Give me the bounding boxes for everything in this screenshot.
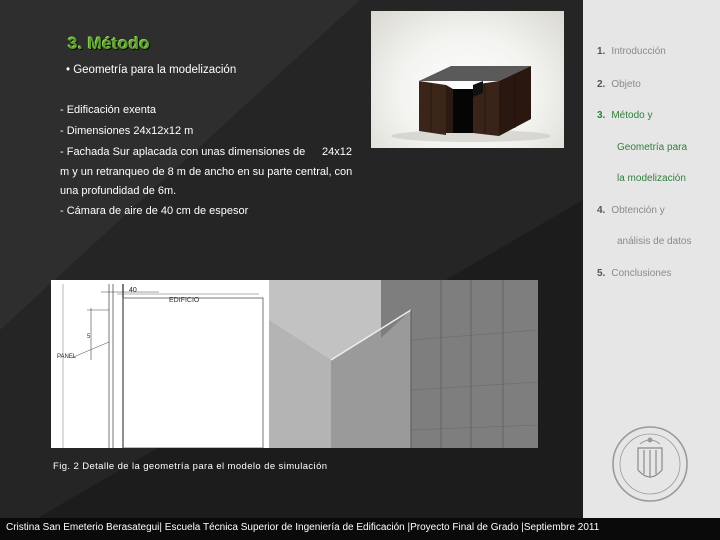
section-subtitle: • Geometría para la modelización xyxy=(66,64,237,76)
body-line-5: una profundidad de 6m. xyxy=(60,185,177,197)
toc-item-1[interactable] xyxy=(597,46,666,57)
detail-figure xyxy=(51,280,538,448)
toc-label-4: Obtención y xyxy=(611,205,665,216)
toc-item-3[interactable] xyxy=(597,110,652,121)
toc-label-3a: Geometría para xyxy=(617,142,688,153)
toc-label-1: Introducción xyxy=(611,46,666,57)
toc-num-1: 1. xyxy=(597,46,606,57)
body-line-1: - Edificación exenta xyxy=(60,104,156,116)
toc-num-5: 5. xyxy=(597,268,606,279)
table-of-contents-panel xyxy=(583,0,720,518)
body-line-4: m y un retranqueo de 8 m de ancho en su parte central, con xyxy=(60,166,353,178)
body-line-3b: 24x12 xyxy=(322,146,352,158)
toc-num-3: 3. xyxy=(597,110,606,121)
building-render-drawing xyxy=(371,11,564,148)
side-dimension-label: 5 xyxy=(87,334,91,340)
building-label: EDIFICIO xyxy=(169,297,200,304)
body-line-3: - Fachada Sur aplacada con unas dimensiones de xyxy=(60,146,306,158)
toc-num-2: 2. xyxy=(597,79,606,90)
body-line-2: - Dimensiones 24x12x12 m xyxy=(60,125,194,137)
panel-label: PANEL xyxy=(57,354,77,360)
toc-label-2: Objeto xyxy=(611,79,641,90)
university-seal-logo xyxy=(610,424,690,504)
footer-bar xyxy=(0,518,720,540)
toc-subitem-3b[interactable] xyxy=(617,173,686,184)
toc-subitem-4a[interactable] xyxy=(617,236,692,247)
building-render-image xyxy=(371,11,564,148)
toc-subitem-3a[interactable] xyxy=(617,142,687,153)
toc-item-2[interactable] xyxy=(597,79,641,90)
toc-label-4a: análisis de datos xyxy=(617,236,692,247)
slide-title: 3. Método xyxy=(68,34,151,53)
toc-label-5: Conclusiones xyxy=(611,268,672,279)
toc-item-4[interactable] xyxy=(597,205,665,216)
body-line-6: - Cámara de aire de 40 cm de espesor xyxy=(60,205,249,217)
dimension-label: 40 xyxy=(129,287,137,294)
footer-text: Cristina San Emeterio Berasategui| Escuela Técnica Superior de Ingeniería de Edificación |Proyecto Final de Grado |Septiembre 2011 xyxy=(6,522,600,533)
toc-item-5[interactable] xyxy=(597,268,671,279)
toc-num-4: 4. xyxy=(597,205,606,216)
figure-caption: Fig. 2 Detalle de la geometría para el modelo de simulación xyxy=(53,461,328,472)
detail-drawing xyxy=(51,280,538,448)
toc-label-3: Método y xyxy=(611,110,653,121)
toc-label-3b: la modelización xyxy=(617,173,686,184)
